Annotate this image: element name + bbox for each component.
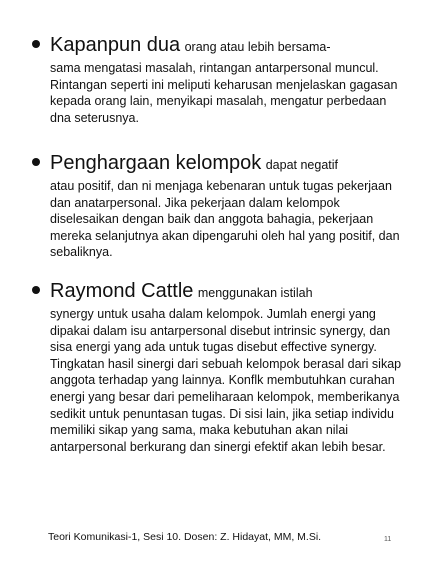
bullet-heading xyxy=(32,150,404,178)
bullet-dot-icon xyxy=(32,158,40,166)
slide-footer: Teori Komunikasi-1, Sesi 10. Dosen: Z. Hidayat, MM, M.Si. xyxy=(48,531,322,543)
bullet-body-text: sama mengatasi masalah, rintangan antarpersonal muncul. Rintangan seperti ini meliputi keharusan menjelaskan gagasan kepada orang lain, menyikapi masalah, mengatur perbedaan dna seterusnya. xyxy=(50,61,398,125)
bullet-body-text: atau positif, dan ni menjaga kebenaran untuk tugas pekerjaan dan anatarpersonal. Jika pekerjaan dalam kelompok diselesaikan dengan baik dan anggota bahagia, pekerjaan mereka selanjutnya akan dipengaruhi oleh hal yang positif, dan sebaliknya. xyxy=(50,179,400,260)
bullet-term: Penghargaan kelompok xyxy=(50,152,262,174)
bullet-lead-text: orang atau lebih bersama- xyxy=(184,40,331,54)
bullet-term: Raymond Cattle xyxy=(50,280,194,302)
bullet-lead-text: menggunakan istilah xyxy=(197,286,313,300)
bullet-raymond-cattle xyxy=(32,278,404,455)
bullet-term: Kapanpun dua xyxy=(50,34,181,56)
bullet-kapanpun-dua xyxy=(32,32,404,126)
bullet-penghargaan-kelompok xyxy=(32,150,404,261)
bullet-dot-icon xyxy=(32,286,40,294)
bullet-body-text: synergy untuk usaha dalam kelompok. Jumlah energi yang dipakai dalam isu antarpersonal disebut intrinsic synergy, dan sisa energi yang ada untuk tugas disebut effective synergy. Tingkatan hasil sinergi dari sebuah kelompok berasal dari sikap anggota terhadap yang lainnya. Konflk membutuhkan curahan energi yang besar dari pemeliharaan kelompok, memberikanya sedikit untuk penuntasan tugas. Di sisi lain, jika setiap individu memiliki sikap yang sama, maka kebutuhan akan nilai antarpersonal berkurang dan sinergi efektif akan lebih besar. xyxy=(50,307,402,454)
bullet-dot-icon xyxy=(32,40,40,48)
page-number: 11 xyxy=(384,536,392,543)
bullet-heading xyxy=(32,32,404,60)
bullet-lead-text: dapat negatif xyxy=(265,158,339,172)
bullet-heading xyxy=(32,278,404,306)
